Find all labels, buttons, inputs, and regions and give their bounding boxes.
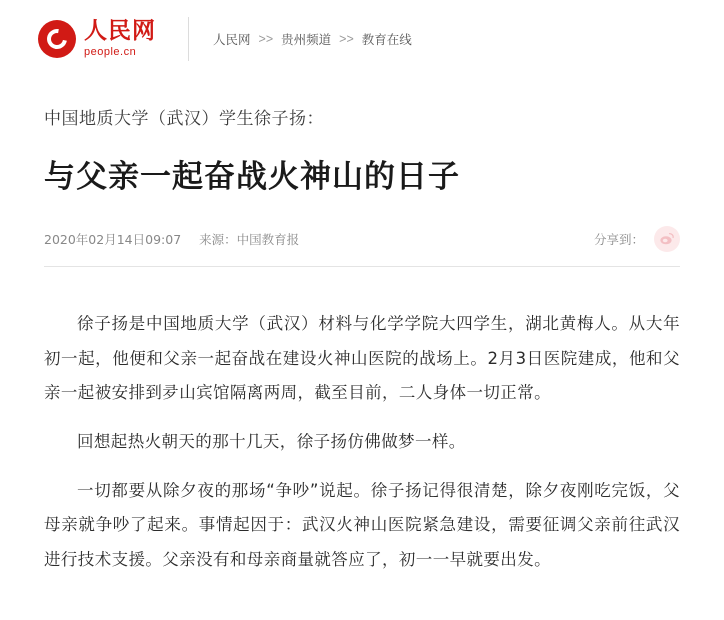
breadcrumb xyxy=(213,30,412,48)
breadcrumb-separator-1: >> xyxy=(339,32,354,46)
article-paragraph: 徐子扬是中国地质大学（武汉）材料与化学学院大四学生，湖北黄梅人。从大年初一起，他便和父亲一起奋战在建设火神山医院的战场上。2月3日医院建成，他和父亲一起被安排到夛山宾馆隔离两周，截至目前，二人身体一切正常。 xyxy=(44,314,680,403)
article-source[interactable]: 来源：中国教育报 xyxy=(199,232,300,247)
logo-text-en: people.cn xyxy=(84,46,137,58)
breadcrumb-separator-0: >> xyxy=(258,32,274,46)
people-cn-logo-icon xyxy=(38,20,76,58)
meta-left xyxy=(44,230,299,248)
breadcrumb-item-2[interactable]: 教育在线 xyxy=(361,32,412,47)
breadcrumb-item-0[interactable]: 人民网 xyxy=(213,32,251,47)
article-body xyxy=(44,307,680,577)
article-paragraph: 一切都要从除夕夜的那场“争吵”说起。徐子扬记得很清楚，除夕夜刚吃完饭，父母亲就争吵了起来。事情起因于：武汉火神山医院紧急建设，需要征调父亲前往武汉进行技术支援。父亲没有和母亲商量就答应了，初一一早就要出发。 xyxy=(44,480,680,569)
weibo-icon[interactable] xyxy=(654,226,680,252)
site-logo[interactable] xyxy=(38,15,178,63)
breadcrumb-item-1[interactable]: 贵州频道 xyxy=(281,32,332,47)
logo-text-cn: 人民网 xyxy=(84,18,156,44)
article-kicker: 中国地质大学（武汉）学生徐子扬： xyxy=(44,109,324,129)
logo-text xyxy=(84,20,156,58)
publish-date: 2020年02月14日09:07 xyxy=(44,232,182,247)
article-container xyxy=(0,104,724,577)
article-paragraph: 回想起热火朝天的那十几天，徐子扬仿佛做梦一样。 xyxy=(77,431,466,451)
header-divider xyxy=(188,17,189,61)
share-label: 分享到： xyxy=(593,232,644,247)
share-block xyxy=(594,226,680,252)
site-header xyxy=(0,0,724,78)
page-title: 与父亲一起奋战火神山的日子 xyxy=(44,159,460,195)
article-meta xyxy=(44,226,680,267)
